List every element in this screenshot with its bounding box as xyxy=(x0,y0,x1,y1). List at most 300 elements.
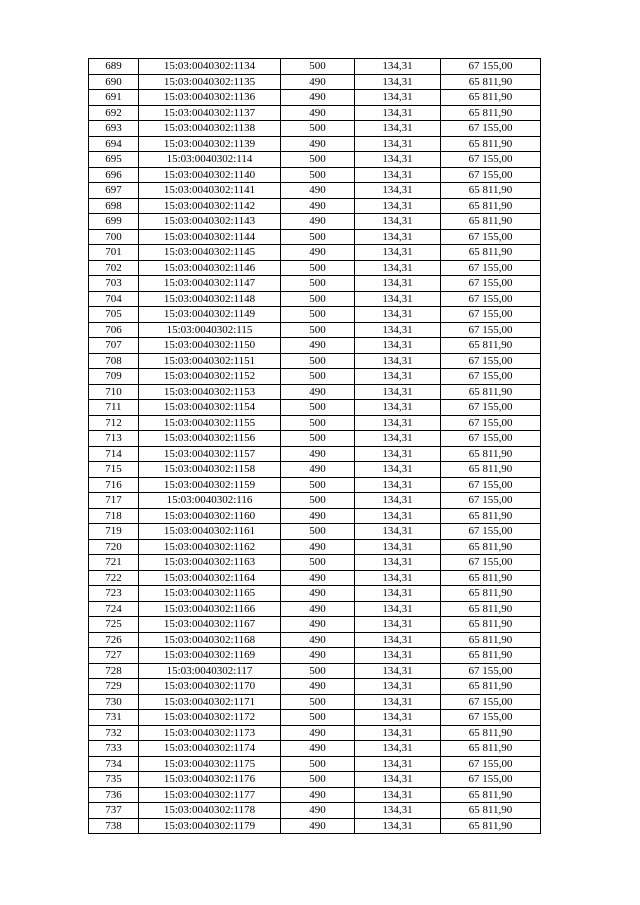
amount-cell: 65 811,90 xyxy=(441,214,541,230)
rate-cell: 134,31 xyxy=(355,586,441,602)
area-cell: 490 xyxy=(281,183,355,199)
row-number-cell: 689 xyxy=(89,59,139,75)
cadastral-number-cell: 15:03:0040302:1159 xyxy=(139,477,281,493)
row-number-cell: 690 xyxy=(89,74,139,90)
cadastral-number-cell: 15:03:0040302:1141 xyxy=(139,183,281,199)
row-number-cell: 714 xyxy=(89,446,139,462)
amount-cell: 67 155,00 xyxy=(441,59,541,75)
area-cell: 500 xyxy=(281,291,355,307)
amount-cell: 65 811,90 xyxy=(441,198,541,214)
table-row xyxy=(89,787,541,803)
cadastral-number-cell: 15:03:0040302:1164 xyxy=(139,570,281,586)
row-number-cell: 708 xyxy=(89,353,139,369)
area-cell: 500 xyxy=(281,555,355,571)
table-row xyxy=(89,415,541,431)
rate-cell: 134,31 xyxy=(355,787,441,803)
row-number-cell: 733 xyxy=(89,741,139,757)
row-number-cell: 725 xyxy=(89,617,139,633)
row-number-cell: 696 xyxy=(89,167,139,183)
rate-cell: 134,31 xyxy=(355,384,441,400)
area-cell: 490 xyxy=(281,245,355,261)
row-number-cell: 697 xyxy=(89,183,139,199)
rate-cell: 134,31 xyxy=(355,291,441,307)
row-number-cell: 705 xyxy=(89,307,139,323)
row-number-cell: 731 xyxy=(89,710,139,726)
table-row xyxy=(89,90,541,106)
amount-cell: 67 155,00 xyxy=(441,121,541,137)
amount-cell: 67 155,00 xyxy=(441,291,541,307)
area-cell: 490 xyxy=(281,787,355,803)
row-number-cell: 734 xyxy=(89,756,139,772)
cadastral-number-cell: 15:03:0040302:1134 xyxy=(139,59,281,75)
area-cell: 500 xyxy=(281,710,355,726)
rate-cell: 134,31 xyxy=(355,570,441,586)
amount-cell: 67 155,00 xyxy=(441,710,541,726)
cadastral-number-cell: 15:03:0040302:1161 xyxy=(139,524,281,540)
rate-cell: 134,31 xyxy=(355,493,441,509)
area-cell: 490 xyxy=(281,446,355,462)
area-cell: 490 xyxy=(281,570,355,586)
area-cell: 500 xyxy=(281,59,355,75)
area-cell: 490 xyxy=(281,539,355,555)
rate-cell: 134,31 xyxy=(355,369,441,385)
row-number-cell: 701 xyxy=(89,245,139,261)
rate-cell: 134,31 xyxy=(355,462,441,478)
cadastral-number-cell: 15:03:0040302:1136 xyxy=(139,90,281,106)
cadastral-number-cell: 15:03:0040302:1174 xyxy=(139,741,281,757)
rate-cell: 134,31 xyxy=(355,818,441,834)
row-number-cell: 727 xyxy=(89,648,139,664)
area-cell: 500 xyxy=(281,167,355,183)
table-row xyxy=(89,679,541,695)
amount-cell: 67 155,00 xyxy=(441,400,541,416)
amount-cell: 65 811,90 xyxy=(441,741,541,757)
row-number-cell: 709 xyxy=(89,369,139,385)
table-row xyxy=(89,338,541,354)
table-row xyxy=(89,555,541,571)
rate-cell: 134,31 xyxy=(355,90,441,106)
cadastral-number-cell: 15:03:0040302:117 xyxy=(139,663,281,679)
row-number-cell: 704 xyxy=(89,291,139,307)
rate-cell: 134,31 xyxy=(355,229,441,245)
area-cell: 490 xyxy=(281,818,355,834)
rate-cell: 134,31 xyxy=(355,415,441,431)
row-number-cell: 703 xyxy=(89,276,139,292)
amount-cell: 65 811,90 xyxy=(441,462,541,478)
table-row xyxy=(89,617,541,633)
row-number-cell: 713 xyxy=(89,431,139,447)
amount-cell: 65 811,90 xyxy=(441,74,541,90)
rate-cell: 134,31 xyxy=(355,601,441,617)
table-row xyxy=(89,446,541,462)
area-cell: 500 xyxy=(281,493,355,509)
rate-cell: 134,31 xyxy=(355,756,441,772)
area-cell: 500 xyxy=(281,694,355,710)
amount-cell: 67 155,00 xyxy=(441,694,541,710)
amount-cell: 65 811,90 xyxy=(441,539,541,555)
cadastral-number-cell: 15:03:0040302:1178 xyxy=(139,803,281,819)
amount-cell: 67 155,00 xyxy=(441,369,541,385)
amount-cell: 65 811,90 xyxy=(441,105,541,121)
table-row xyxy=(89,772,541,788)
amount-cell: 65 811,90 xyxy=(441,446,541,462)
cadastral-number-cell: 15:03:0040302:1151 xyxy=(139,353,281,369)
amount-cell: 67 155,00 xyxy=(441,431,541,447)
cadastral-number-cell: 15:03:0040302:1179 xyxy=(139,818,281,834)
amount-cell: 67 155,00 xyxy=(441,276,541,292)
cadastral-number-cell: 15:03:0040302:1148 xyxy=(139,291,281,307)
table-row xyxy=(89,400,541,416)
row-number-cell: 721 xyxy=(89,555,139,571)
area-cell: 500 xyxy=(281,229,355,245)
amount-cell: 67 155,00 xyxy=(441,260,541,276)
table-row xyxy=(89,121,541,137)
rate-cell: 134,31 xyxy=(355,276,441,292)
table-row xyxy=(89,477,541,493)
amount-cell: 65 811,90 xyxy=(441,679,541,695)
cadastral-number-cell: 15:03:0040302:1162 xyxy=(139,539,281,555)
area-cell: 490 xyxy=(281,586,355,602)
rate-cell: 134,31 xyxy=(355,322,441,338)
row-number-cell: 691 xyxy=(89,90,139,106)
table-row xyxy=(89,105,541,121)
amount-cell: 67 155,00 xyxy=(441,415,541,431)
amount-cell: 65 811,90 xyxy=(441,508,541,524)
table-row xyxy=(89,431,541,447)
rate-cell: 134,31 xyxy=(355,741,441,757)
rate-cell: 134,31 xyxy=(355,617,441,633)
cadastral-number-cell: 15:03:0040302:1173 xyxy=(139,725,281,741)
row-number-cell: 724 xyxy=(89,601,139,617)
area-cell: 500 xyxy=(281,260,355,276)
cadastral-number-cell: 15:03:0040302:1154 xyxy=(139,400,281,416)
area-cell: 500 xyxy=(281,121,355,137)
area-cell: 490 xyxy=(281,384,355,400)
amount-cell: 65 811,90 xyxy=(441,384,541,400)
table-row xyxy=(89,586,541,602)
row-number-cell: 729 xyxy=(89,679,139,695)
area-cell: 500 xyxy=(281,663,355,679)
cadastral-number-cell: 15:03:0040302:1142 xyxy=(139,198,281,214)
cadastral-number-cell: 15:03:0040302:1157 xyxy=(139,446,281,462)
rate-cell: 134,31 xyxy=(355,59,441,75)
land-plot-table xyxy=(88,58,541,834)
amount-cell: 67 155,00 xyxy=(441,772,541,788)
row-number-cell: 712 xyxy=(89,415,139,431)
row-number-cell: 694 xyxy=(89,136,139,152)
cadastral-number-cell: 15:03:0040302:1171 xyxy=(139,694,281,710)
rate-cell: 134,31 xyxy=(355,524,441,540)
cadastral-number-cell: 15:03:0040302:1144 xyxy=(139,229,281,245)
row-number-cell: 693 xyxy=(89,121,139,137)
cadastral-number-cell: 15:03:0040302:1167 xyxy=(139,617,281,633)
row-number-cell: 722 xyxy=(89,570,139,586)
table-row xyxy=(89,353,541,369)
table-row xyxy=(89,493,541,509)
row-number-cell: 695 xyxy=(89,152,139,168)
row-number-cell: 698 xyxy=(89,198,139,214)
rate-cell: 134,31 xyxy=(355,725,441,741)
area-cell: 490 xyxy=(281,136,355,152)
rate-cell: 134,31 xyxy=(355,214,441,230)
area-cell: 490 xyxy=(281,508,355,524)
area-cell: 490 xyxy=(281,74,355,90)
table-row xyxy=(89,152,541,168)
table-row xyxy=(89,59,541,75)
area-cell: 490 xyxy=(281,632,355,648)
rate-cell: 134,31 xyxy=(355,663,441,679)
cadastral-number-cell: 15:03:0040302:1172 xyxy=(139,710,281,726)
row-number-cell: 700 xyxy=(89,229,139,245)
area-cell: 490 xyxy=(281,90,355,106)
table-row xyxy=(89,167,541,183)
table-row xyxy=(89,183,541,199)
row-number-cell: 692 xyxy=(89,105,139,121)
rate-cell: 134,31 xyxy=(355,245,441,261)
area-cell: 500 xyxy=(281,353,355,369)
row-number-cell: 720 xyxy=(89,539,139,555)
row-number-cell: 718 xyxy=(89,508,139,524)
amount-cell: 65 811,90 xyxy=(441,617,541,633)
area-cell: 490 xyxy=(281,462,355,478)
table-row xyxy=(89,260,541,276)
row-number-cell: 706 xyxy=(89,322,139,338)
amount-cell: 65 811,90 xyxy=(441,648,541,664)
rate-cell: 134,31 xyxy=(355,167,441,183)
table-row xyxy=(89,818,541,834)
area-cell: 490 xyxy=(281,198,355,214)
table-row xyxy=(89,663,541,679)
row-number-cell: 702 xyxy=(89,260,139,276)
row-number-cell: 735 xyxy=(89,772,139,788)
amount-cell: 67 155,00 xyxy=(441,229,541,245)
table-row xyxy=(89,632,541,648)
table-row xyxy=(89,462,541,478)
cadastral-number-cell: 15:03:0040302:116 xyxy=(139,493,281,509)
cadastral-number-cell: 15:03:0040302:1175 xyxy=(139,756,281,772)
table-row xyxy=(89,136,541,152)
row-number-cell: 737 xyxy=(89,803,139,819)
row-number-cell: 736 xyxy=(89,787,139,803)
area-cell: 500 xyxy=(281,307,355,323)
row-number-cell: 732 xyxy=(89,725,139,741)
area-cell: 500 xyxy=(281,369,355,385)
cadastral-number-cell: 15:03:0040302:1139 xyxy=(139,136,281,152)
cadastral-number-cell: 15:03:0040302:1168 xyxy=(139,632,281,648)
row-number-cell: 726 xyxy=(89,632,139,648)
table-row xyxy=(89,508,541,524)
table-row xyxy=(89,694,541,710)
table-row xyxy=(89,214,541,230)
table-row xyxy=(89,524,541,540)
rate-cell: 134,31 xyxy=(355,307,441,323)
amount-cell: 65 811,90 xyxy=(441,725,541,741)
rate-cell: 134,31 xyxy=(355,152,441,168)
table-row xyxy=(89,725,541,741)
amount-cell: 67 155,00 xyxy=(441,663,541,679)
area-cell: 500 xyxy=(281,772,355,788)
area-cell: 500 xyxy=(281,431,355,447)
table-row xyxy=(89,229,541,245)
cadastral-number-cell: 15:03:0040302:1140 xyxy=(139,167,281,183)
row-number-cell: 710 xyxy=(89,384,139,400)
area-cell: 490 xyxy=(281,725,355,741)
rate-cell: 134,31 xyxy=(355,679,441,695)
area-cell: 500 xyxy=(281,415,355,431)
table-row xyxy=(89,307,541,323)
cadastral-number-cell: 15:03:0040302:1150 xyxy=(139,338,281,354)
amount-cell: 65 811,90 xyxy=(441,183,541,199)
table-row xyxy=(89,198,541,214)
table-row xyxy=(89,369,541,385)
row-number-cell: 716 xyxy=(89,477,139,493)
rate-cell: 134,31 xyxy=(355,632,441,648)
amount-cell: 65 811,90 xyxy=(441,90,541,106)
amount-cell: 67 155,00 xyxy=(441,152,541,168)
cadastral-number-cell: 15:03:0040302:1158 xyxy=(139,462,281,478)
area-cell: 490 xyxy=(281,803,355,819)
rate-cell: 134,31 xyxy=(355,105,441,121)
area-cell: 490 xyxy=(281,601,355,617)
amount-cell: 67 155,00 xyxy=(441,322,541,338)
cadastral-number-cell: 15:03:0040302:1149 xyxy=(139,307,281,323)
table-row xyxy=(89,322,541,338)
amount-cell: 67 155,00 xyxy=(441,756,541,772)
rate-cell: 134,31 xyxy=(355,648,441,664)
cadastral-number-cell: 15:03:0040302:1156 xyxy=(139,431,281,447)
area-cell: 490 xyxy=(281,617,355,633)
rate-cell: 134,31 xyxy=(355,121,441,137)
rate-cell: 134,31 xyxy=(355,477,441,493)
area-cell: 500 xyxy=(281,477,355,493)
table-row xyxy=(89,570,541,586)
amount-cell: 65 811,90 xyxy=(441,570,541,586)
cadastral-number-cell: 15:03:0040302:1170 xyxy=(139,679,281,695)
rate-cell: 134,31 xyxy=(355,446,441,462)
cadastral-number-cell: 15:03:0040302:1147 xyxy=(139,276,281,292)
amount-cell: 67 155,00 xyxy=(441,307,541,323)
row-number-cell: 723 xyxy=(89,586,139,602)
amount-cell: 65 811,90 xyxy=(441,787,541,803)
table-row xyxy=(89,756,541,772)
area-cell: 500 xyxy=(281,756,355,772)
area-cell: 490 xyxy=(281,648,355,664)
amount-cell: 65 811,90 xyxy=(441,338,541,354)
row-number-cell: 699 xyxy=(89,214,139,230)
rate-cell: 134,31 xyxy=(355,338,441,354)
cadastral-number-cell: 15:03:0040302:1160 xyxy=(139,508,281,524)
cadastral-number-cell: 15:03:0040302:1146 xyxy=(139,260,281,276)
amount-cell: 65 811,90 xyxy=(441,803,541,819)
rate-cell: 134,31 xyxy=(355,400,441,416)
amount-cell: 67 155,00 xyxy=(441,524,541,540)
table-row xyxy=(89,601,541,617)
area-cell: 490 xyxy=(281,679,355,695)
area-cell: 490 xyxy=(281,214,355,230)
table-row xyxy=(89,384,541,400)
table-row xyxy=(89,648,541,664)
amount-cell: 65 811,90 xyxy=(441,601,541,617)
cadastral-number-cell: 15:03:0040302:1166 xyxy=(139,601,281,617)
table-row xyxy=(89,539,541,555)
amount-cell: 65 811,90 xyxy=(441,632,541,648)
rate-cell: 134,31 xyxy=(355,260,441,276)
rate-cell: 134,31 xyxy=(355,74,441,90)
rate-cell: 134,31 xyxy=(355,710,441,726)
cadastral-number-cell: 15:03:0040302:1145 xyxy=(139,245,281,261)
cadastral-number-cell: 15:03:0040302:1152 xyxy=(139,369,281,385)
cadastral-number-cell: 15:03:0040302:1137 xyxy=(139,105,281,121)
table-row xyxy=(89,710,541,726)
row-number-cell: 738 xyxy=(89,818,139,834)
amount-cell: 65 811,90 xyxy=(441,245,541,261)
rate-cell: 134,31 xyxy=(355,539,441,555)
amount-cell: 65 811,90 xyxy=(441,136,541,152)
area-cell: 500 xyxy=(281,322,355,338)
area-cell: 500 xyxy=(281,400,355,416)
rate-cell: 134,31 xyxy=(355,508,441,524)
table-row xyxy=(89,803,541,819)
area-cell: 490 xyxy=(281,741,355,757)
area-cell: 490 xyxy=(281,338,355,354)
cadastral-number-cell: 15:03:0040302:1176 xyxy=(139,772,281,788)
rate-cell: 134,31 xyxy=(355,694,441,710)
cadastral-number-cell: 15:03:0040302:1143 xyxy=(139,214,281,230)
rate-cell: 134,31 xyxy=(355,772,441,788)
table-row xyxy=(89,245,541,261)
rate-cell: 134,31 xyxy=(355,431,441,447)
cadastral-number-cell: 15:03:0040302:114 xyxy=(139,152,281,168)
table-row xyxy=(89,741,541,757)
area-cell: 490 xyxy=(281,105,355,121)
row-number-cell: 719 xyxy=(89,524,139,540)
table-row xyxy=(89,74,541,90)
rate-cell: 134,31 xyxy=(355,183,441,199)
amount-cell: 65 811,90 xyxy=(441,818,541,834)
table-body xyxy=(89,59,541,834)
rate-cell: 134,31 xyxy=(355,136,441,152)
amount-cell: 67 155,00 xyxy=(441,555,541,571)
amount-cell: 67 155,00 xyxy=(441,477,541,493)
table-row xyxy=(89,276,541,292)
rate-cell: 134,31 xyxy=(355,555,441,571)
cadastral-number-cell: 15:03:0040302:1177 xyxy=(139,787,281,803)
rate-cell: 134,31 xyxy=(355,353,441,369)
area-cell: 500 xyxy=(281,524,355,540)
row-number-cell: 707 xyxy=(89,338,139,354)
cadastral-number-cell: 15:03:0040302:1155 xyxy=(139,415,281,431)
cadastral-number-cell: 15:03:0040302:1163 xyxy=(139,555,281,571)
row-number-cell: 715 xyxy=(89,462,139,478)
cadastral-number-cell: 15:03:0040302:1135 xyxy=(139,74,281,90)
cadastral-number-cell: 15:03:0040302:1165 xyxy=(139,586,281,602)
amount-cell: 67 155,00 xyxy=(441,167,541,183)
row-number-cell: 717 xyxy=(89,493,139,509)
area-cell: 500 xyxy=(281,276,355,292)
row-number-cell: 711 xyxy=(89,400,139,416)
cadastral-number-cell: 15:03:0040302:1153 xyxy=(139,384,281,400)
amount-cell: 65 811,90 xyxy=(441,586,541,602)
cadastral-number-cell: 15:03:0040302:1169 xyxy=(139,648,281,664)
row-number-cell: 728 xyxy=(89,663,139,679)
table-row xyxy=(89,291,541,307)
amount-cell: 67 155,00 xyxy=(441,353,541,369)
cadastral-number-cell: 15:03:0040302:115 xyxy=(139,322,281,338)
rate-cell: 134,31 xyxy=(355,803,441,819)
amount-cell: 67 155,00 xyxy=(441,493,541,509)
row-number-cell: 730 xyxy=(89,694,139,710)
area-cell: 500 xyxy=(281,152,355,168)
